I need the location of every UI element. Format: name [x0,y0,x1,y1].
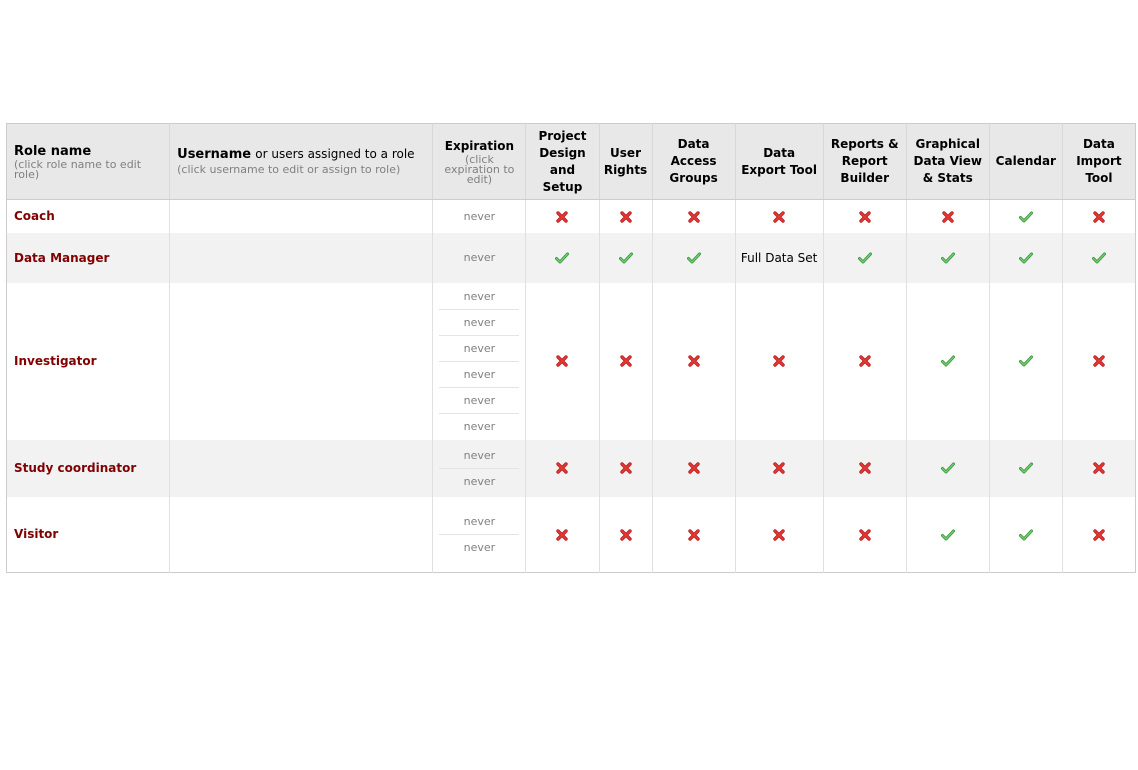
expiration-value[interactable]: never [439,443,519,469]
green-check-icon [619,251,633,265]
green-check-icon [858,251,872,265]
right-cell-graphical [906,200,989,233]
right-cell-reports [823,233,906,283]
right-cell-data-access-groups [652,440,735,497]
right-cell-data-export [735,200,823,233]
right-cell-data-export [735,497,823,573]
red-x-icon [555,461,569,475]
role-name-header [7,124,170,200]
expiration-value[interactable]: never [439,336,519,362]
right-header-user-rights: User Rights [599,124,652,200]
user-rights-table [6,123,1136,573]
red-x-icon [772,528,786,542]
expiration-value[interactable]: never [439,362,519,388]
right-cell-calendar [989,497,1062,573]
right-cell-graphical [906,283,989,440]
right-header-graphical: Graphical Data View & Stats [906,124,989,200]
expiration-value[interactable]: never [463,540,496,554]
expiration-value[interactable]: never [463,251,496,264]
red-x-icon [555,354,569,368]
role-name-title: Role name [14,143,92,159]
expiration-cell [433,233,526,283]
username-title: Username [177,147,252,162]
username-cell[interactable] [170,233,433,283]
right-cell-data-export [735,440,823,497]
green-check-icon [687,251,701,265]
expiration-header [433,124,526,200]
expiration-hint: (click expiration to edit) [444,153,515,186]
red-x-icon [555,528,569,542]
green-check-icon [941,251,955,265]
right-cell-reports [823,497,906,573]
role-name-link[interactable]: Investigator [14,354,97,368]
expiration-value[interactable]: never [463,474,496,488]
right-cell-data-export [735,233,823,283]
green-check-icon [941,528,955,542]
role-name-link[interactable]: Visitor [14,527,59,542]
right-header-calendar: Calendar [989,124,1062,200]
green-check-icon [1092,251,1106,265]
username-header [170,124,433,200]
right-cell-calendar [989,233,1062,283]
right-cell-reports [823,283,906,440]
red-x-icon [772,354,786,368]
right-cell-data-access-groups [652,233,735,283]
green-check-icon [555,251,569,265]
username-title-rest: or users assigned to a role [255,147,415,161]
right-cell-user-rights [599,200,652,233]
red-x-icon [687,461,701,475]
table-row [7,440,1136,497]
green-check-icon [1019,528,1033,542]
right-cell-data-import [1062,233,1135,283]
red-x-icon [555,210,569,224]
red-x-icon [619,354,633,368]
right-cell-graphical [906,497,989,573]
right-cell-data-access-groups [652,200,735,233]
table-header-row [7,124,1136,200]
red-x-icon [941,210,955,224]
right-cell-reports [823,200,906,233]
table-row [7,200,1136,233]
right-cell-project-design [526,283,599,440]
right-cell-project-design [526,200,599,233]
expiration-value[interactable]: never [439,509,519,535]
right-cell-project-design [526,497,599,573]
role-name-hint: (click role name to edit role) [14,157,142,181]
username-cell[interactable] [170,497,433,573]
username-cell[interactable] [170,440,433,497]
table-row [7,283,1136,440]
right-cell-user-rights [599,283,652,440]
right-cell-user-rights [599,233,652,283]
table-row [7,497,1136,573]
red-x-icon [1092,461,1106,475]
green-check-icon [1019,210,1033,224]
expiration-value[interactable]: never [463,419,496,433]
right-cell-data-export [735,283,823,440]
right-cell-data-import [1062,283,1135,440]
expiration-value[interactable]: never [439,388,519,414]
table-row [7,233,1136,283]
right-cell-user-rights [599,440,652,497]
username-cell[interactable] [170,200,433,233]
right-cell-calendar [989,283,1062,440]
red-x-icon [687,528,701,542]
right-cell-project-design [526,440,599,497]
red-x-icon [619,528,633,542]
expiration-value[interactable]: never [439,310,519,336]
red-x-icon [619,461,633,475]
green-check-icon [1019,461,1033,475]
right-cell-reports [823,440,906,497]
green-check-icon [1019,251,1033,265]
red-x-icon [772,210,786,224]
red-x-icon [1092,528,1106,542]
right-cell-user-rights [599,497,652,573]
right-cell-data-access-groups [652,283,735,440]
expiration-cell [433,497,526,573]
expiration-cell [433,440,526,497]
green-check-icon [1019,354,1033,368]
right-cell-graphical [906,440,989,497]
red-x-icon [687,210,701,224]
red-x-icon [1092,354,1106,368]
right-cell-calendar [989,200,1062,233]
expiration-value[interactable]: never [439,284,519,310]
red-x-icon [858,354,872,368]
right-cell-graphical [906,233,989,283]
red-x-icon [858,528,872,542]
red-x-icon [687,354,701,368]
right-header-data-export: Data Export Tool [735,124,823,200]
red-x-icon [858,461,872,475]
right-header-data-import: Data Import Tool [1062,124,1135,200]
red-x-icon [858,210,872,224]
expiration-cell [433,200,526,233]
right-cell-project-design [526,233,599,283]
green-check-icon [941,461,955,475]
username-cell[interactable] [170,283,433,440]
right-header-reports: Reports & Report Builder [823,124,906,200]
role-name-link[interactable]: Coach [14,209,55,224]
expiration-cell [433,283,526,440]
role-name-link[interactable]: Data Manager [7,233,170,283]
red-x-icon [1092,210,1106,224]
right-value-text: Full Data Set [740,250,818,265]
expiration-title: Expiration [444,139,515,153]
expiration-value[interactable]: never [463,209,496,223]
right-cell-data-access-groups [652,497,735,573]
right-cell-calendar [989,440,1062,497]
right-header-project-design: Project Design and Setup [526,124,599,200]
username-hint: (click username to edit or assign to role) [177,163,401,176]
green-check-icon [941,354,955,368]
right-cell-data-import [1062,497,1135,573]
role-name-link[interactable]: Study coordinator [7,440,170,497]
right-cell-data-import [1062,440,1135,497]
red-x-icon [619,210,633,224]
red-x-icon [772,461,786,475]
right-header-data-access-groups: Data Access Groups [652,124,735,200]
right-cell-data-import [1062,200,1135,233]
